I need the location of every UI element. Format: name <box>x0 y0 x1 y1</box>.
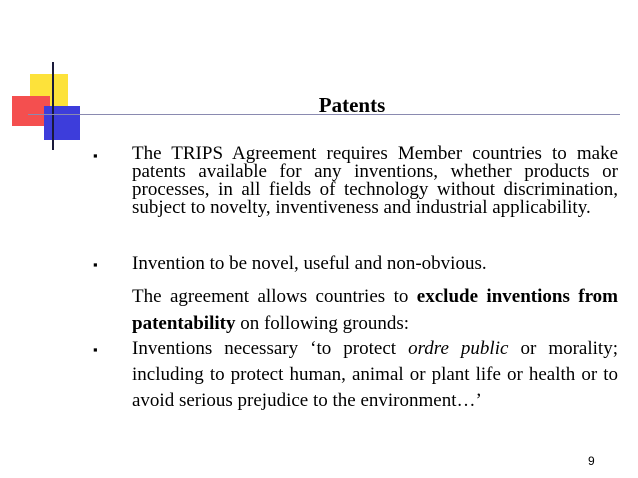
bullet-icon: ▪ <box>93 257 98 272</box>
bullet-text-ordre-public <box>132 336 618 414</box>
bullet-text-invention: Invention to be novel, useful and non-obvious. <box>132 253 487 274</box>
ordre-public-pre: Inventions necessary ‘to protect <box>132 338 409 359</box>
bullet-icon: ▪ <box>93 148 98 163</box>
paragraph-exclusions-post: on following grounds: <box>235 313 410 334</box>
slide-title: Patents <box>318 93 386 117</box>
page-number: 9 <box>588 454 595 468</box>
paragraph-exclusions-pre: The agreement allows countries to <box>132 286 417 307</box>
ordre-public-italic: ordre public <box>408 338 509 359</box>
bullet-icon: ▪ <box>93 342 98 357</box>
ordre-public-post: or morality; including to protect human, animal or plant life or health or to avoid serious prejudice to the environment…’ <box>132 338 618 411</box>
paragraph-exclusions-bold: exclude inventions from patentability <box>132 286 619 334</box>
bullet-text-trips: The TRIPS Agreement requires Member countries to make patents available for any inventions, whether products or processes, in all fields of technology without discrimination, subject to novelty, inventiveness and industrial applicability. <box>132 143 618 218</box>
paragraph-exclusions <box>132 283 618 337</box>
